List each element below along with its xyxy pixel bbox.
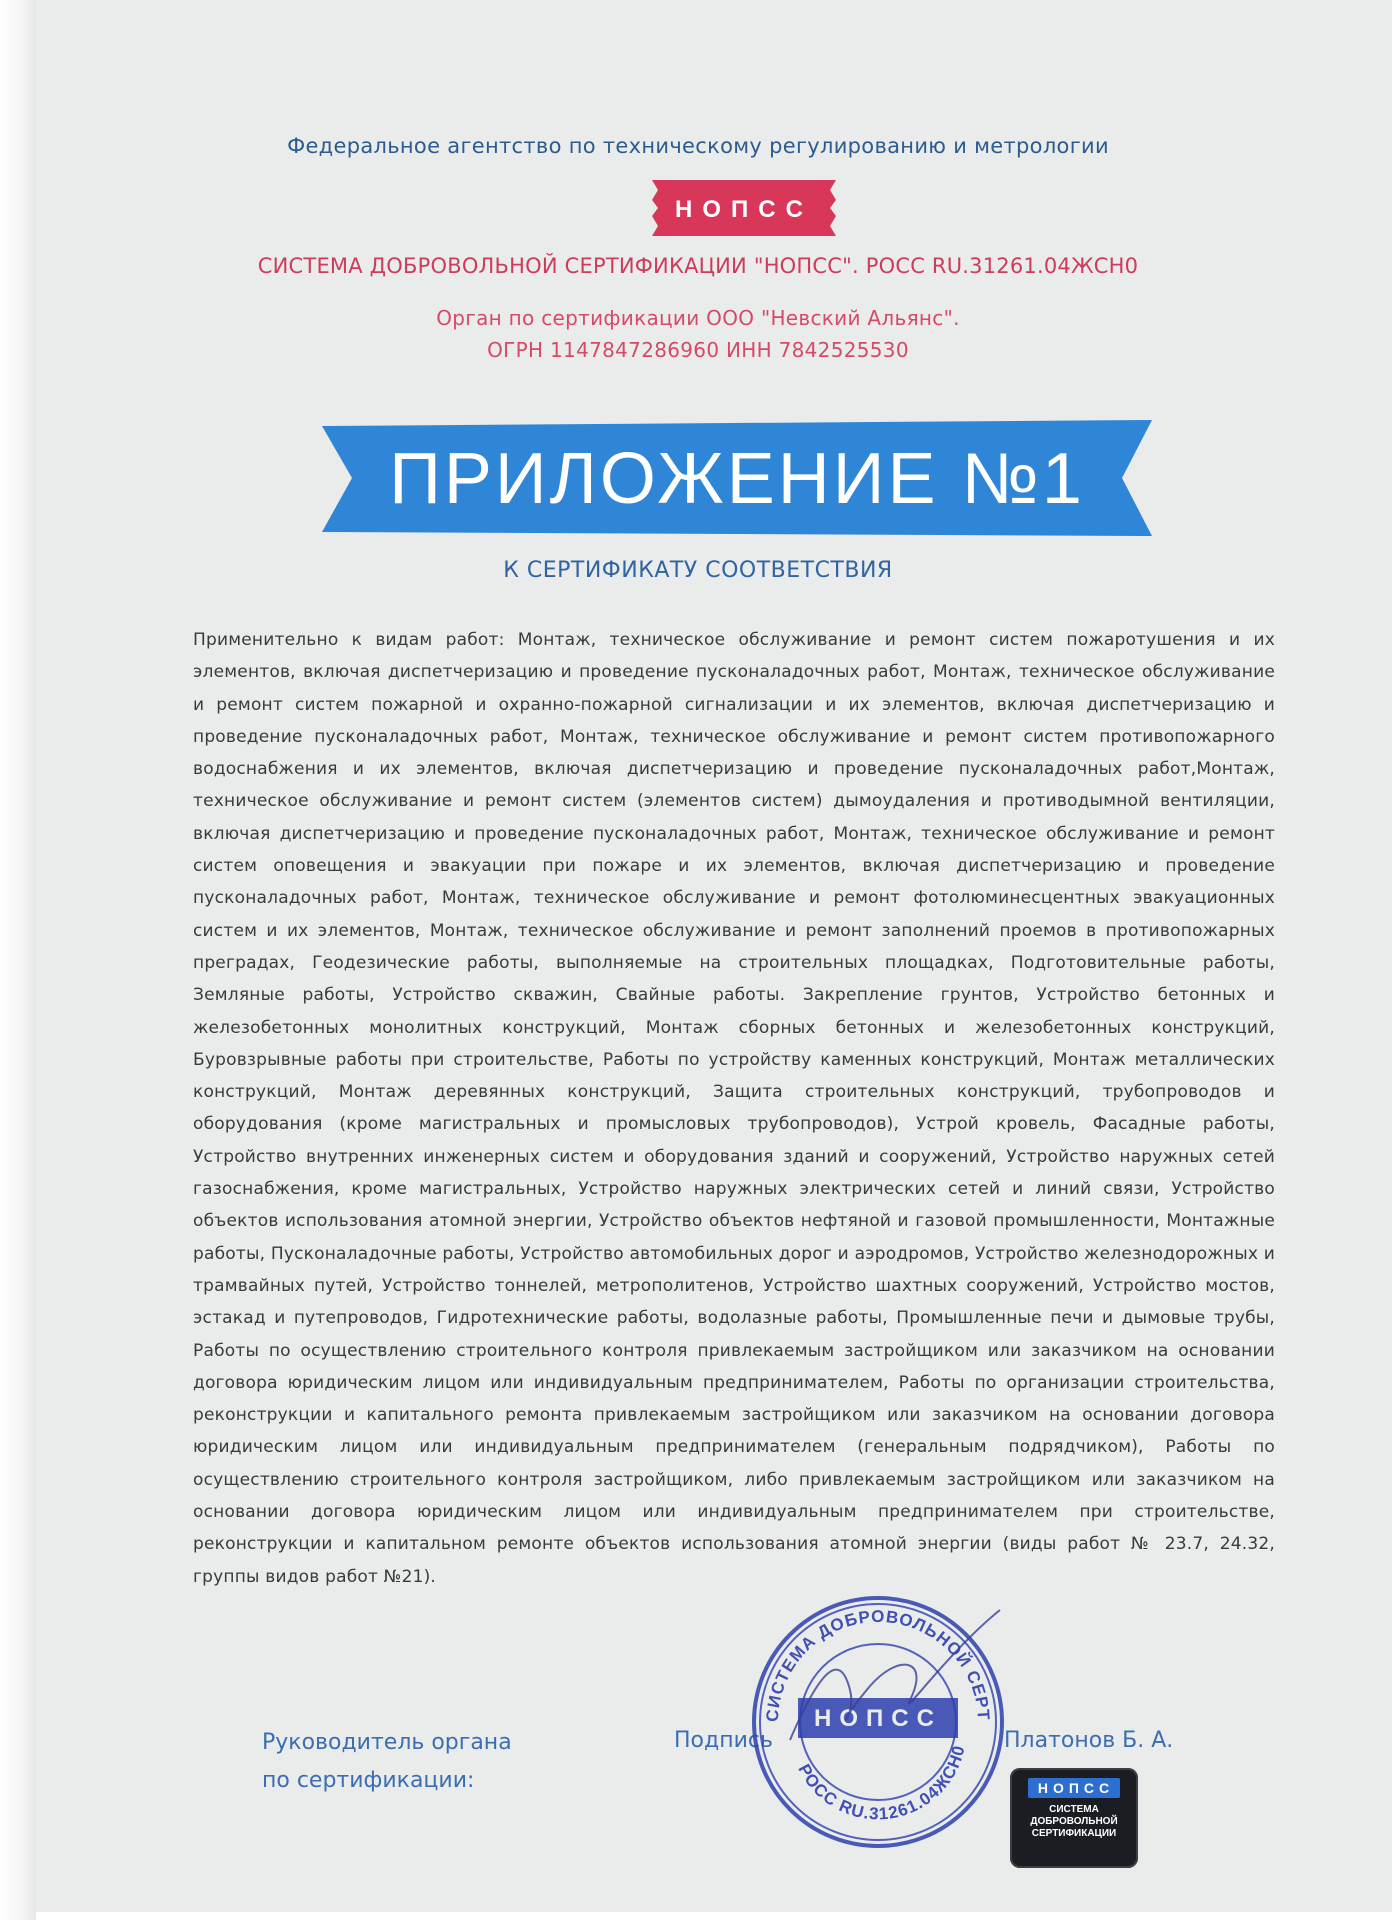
logo-text: НОПСС <box>675 196 813 223</box>
certification-body-registration: ОГРН 1147847286960 ИНН 7842525530 <box>487 338 909 362</box>
signatory-name: Платонов Б. А. <box>1004 1728 1174 1753</box>
appendix-title: ПРИЛОЖЕНИЕ №1 <box>389 439 1085 519</box>
stamp-center-text: НОПСС <box>814 1705 942 1732</box>
scope-of-work-text: Применительно к видам работ: Монтаж, техническое обслуживание и ремонт систем пожаротушения и их элементов, включая диспетчеризацию и проведение пусконаладочных работ, Монтаж, техническое обслуживание и ремонт систем пожарной и охранно-пожарной сигнализации и их элементов, включая диспетчеризацию и проведение пусконаладочных работ, Монтаж, техническое обслуживание и ремонт систем противопожарного водоснабжения и их элементов, включая диспетчеризацию и проведение пусконаладочных работ,Монтаж, техническое обслуживание и ремонт систем (элементов систем) дымоудаления и противодымной вентиляции, включая диспетчеризацию и проведение пусконаладочных работ, Монтаж, техническое обслуживание и ремонт систем оповещения и эвакуации при пожаре и их элементов, включая диспетчеризацию и проведение пусконаладочных работ, Монтаж, техническое обслуживание и ремонт фотолюминесцентных эвакуационных систем и их элементов, Монтаж, техническое обслуживание и ремонт заполнений проемов в противопожарных преградах, Геодезические работы, выполняемые на строительных площадках, Подготовительные работы, Земляные работы, Устройство скважин, Свайные работы. Закрепление грунтов, Устройство бетонных и железобетонных монолитных конструкций, Монтаж сборных бетонных и железобетонных конструкций, Буровзрывные работы при строительстве, Работы по устройству каменных конструкций, Монтаж металлических конструкций, Монтаж деревянных конструкций, Защита строительных конструкций, трубопроводов и оборудования (кроме магистральных и промысловых трубопроводов), Устрой кровель, Фасадные работы, Устройство внутренних инженерных систем и оборудования зданий и сооружений, Устройство наружных сетей газоснабжения, кроме магистральных, Устройство наружных электрических сетей и линий связи, Устройство объектов использования атомной энергии, Устройство объектов нефтяной и газовой промышленности, Монтажные работы, Пусконаладочные работы, Устройство автомобильных дорог и аэродромов, Устройство железнодорожных и трамвайных путей, Устройство тоннелей, метрополитенов, Устройство шахтных сооружений, Устройство мостов, эстакад и путепроводов, Гидротехнические работы, водолазные работы, Промышленные печи и дымовые трубы, Работы по осуществлению строительного контроля привлекаемым застройщиком или заказчиком на основании договора юридическим лицом или индивидуальным предпринимателем, Работы по организации строительства, реконструкции и капитального ремонта привлекаемым застройщиком или заказчиком на основании договора юридическим лицом или индивидуальным предпринимателем (генеральным подрядчиком), Работы по осуществлению строительного контроля застройщиком, либо привлекаемым застройщиком или заказчиком на основании договора юридическим лицом или индивидуальным предпринимателем при строительстве, реконструкции и капитальном ремонте объектов использования атомной энергии (виды работ № 23.7, 24.32, группы видов работ №21). <box>193 630 1275 1587</box>
badge-line3: СЕРТИФИКАЦИИ <box>1031 1828 1117 1839</box>
signature-label: Подпись <box>674 1728 773 1753</box>
signatory-role-line2: по сертификации: <box>262 1768 475 1793</box>
signatory-role-line1: Руководитель органа <box>262 1730 512 1755</box>
badge-line1: СИСТЕМА <box>1049 1804 1099 1815</box>
appendix-subtitle: К СЕРТИФИКАТУ СООТВЕТСТВИЯ <box>503 558 893 583</box>
nopss-logo <box>652 180 836 236</box>
page-edge-shadow <box>0 0 36 1920</box>
certification-body-name: Орган по сертификации ООО "Невский Альянс". <box>436 306 960 330</box>
certification-stamp <box>730 1590 1030 1860</box>
badge-line2: ДОБРОВОЛЬНОЙ <box>1030 1816 1118 1827</box>
stamp-ring-top-text: СИСТЕМА ДОБРОВОЛЬНОЙ СЕРТ <box>762 1606 994 1723</box>
certification-system-badge <box>1010 1768 1138 1868</box>
agency-heading: Федеральное агентство по техническому регулированию и метрологии <box>287 134 1109 158</box>
badge-logo: НОПСС <box>1028 1778 1120 1798</box>
title-ribbon <box>322 420 1152 538</box>
certification-system-line: СИСТЕМА ДОБРОВОЛЬНОЙ СЕРТИФИКАЦИИ "НОПСС". РОСС RU.31261.04ЖСН0 <box>257 254 1139 278</box>
badge-caption <box>1030 1804 1117 1840</box>
certification-body-info <box>0 302 1396 366</box>
signatory-role <box>262 1724 512 1800</box>
stamp-ring-bottom-text: РОСС RU.31261.04ЖСН0 <box>794 1743 969 1824</box>
svg-text:РОСС RU.31261.04ЖСН0 <box>794 1743 968 1823</box>
